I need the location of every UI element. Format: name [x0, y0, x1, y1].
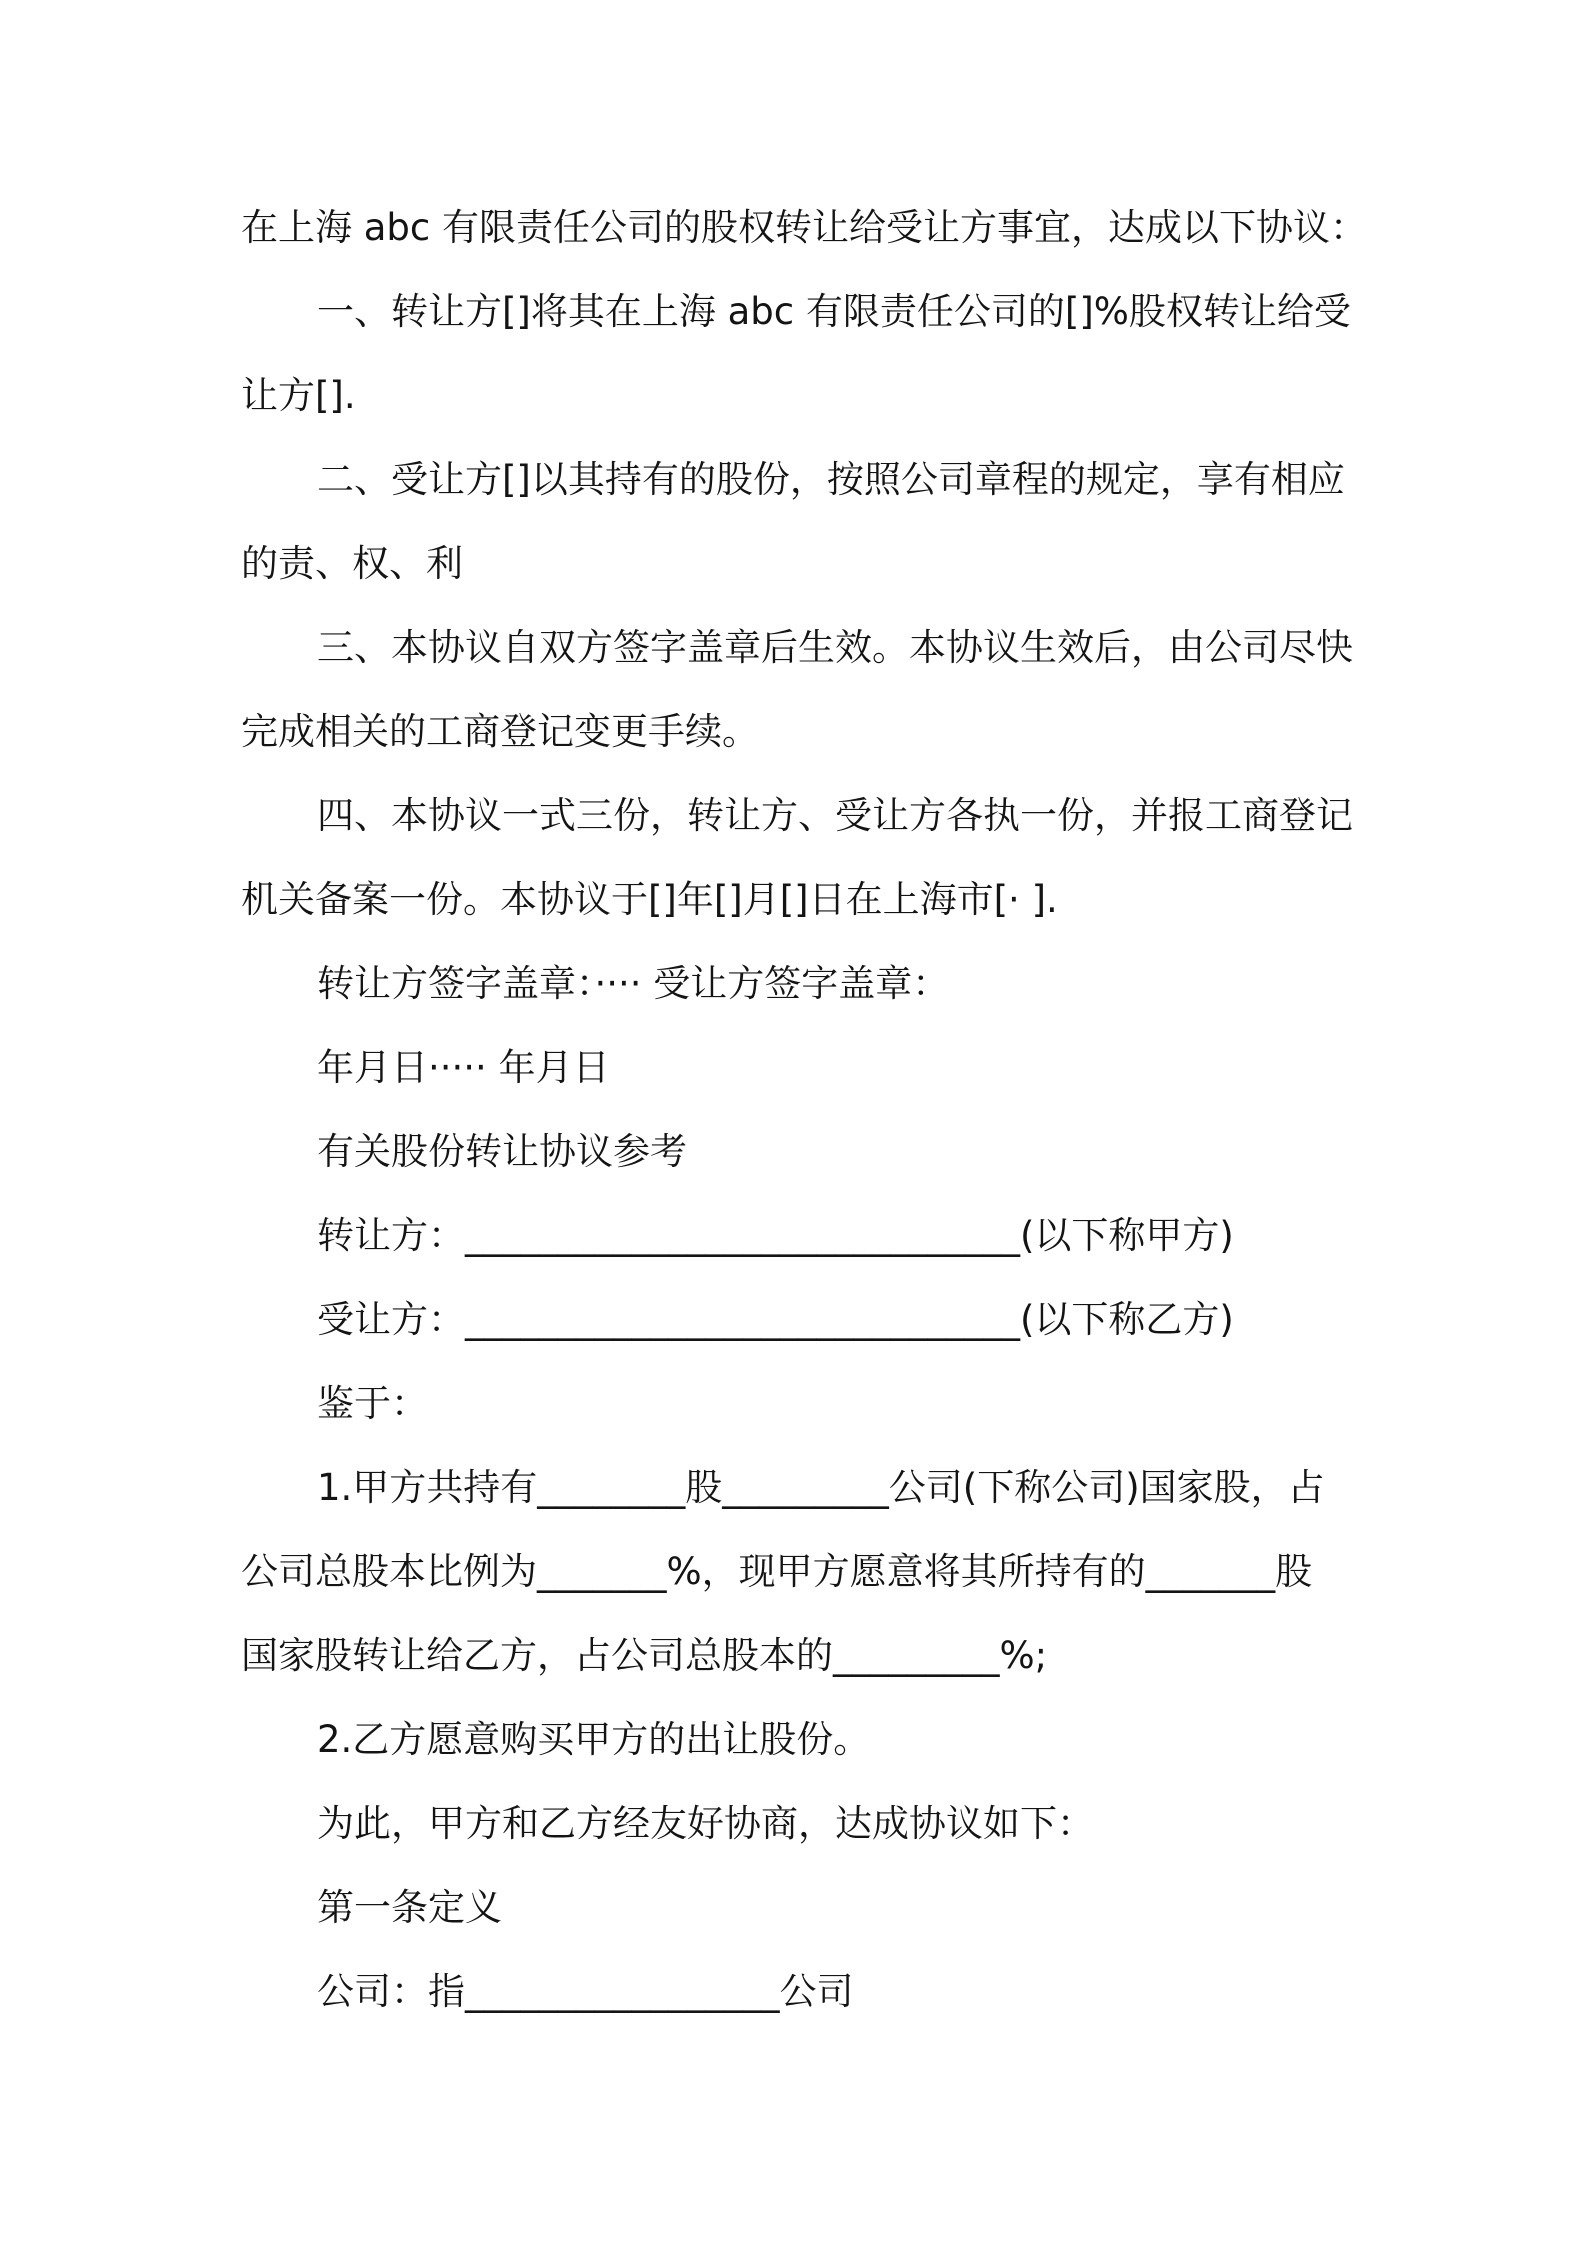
definition-company-line: 公司：指_________________公司: [317, 1970, 854, 2013]
clause-one-line-1: 一、转让方[]将其在上海 abc 有限责任公司的[]%股权转让给受: [317, 290, 1351, 333]
clause-three-line-1: 三、本协议自双方签字盖章后生效。本协议生效后，由公司尽快: [317, 626, 1353, 669]
paragraph-intro-line: 在上海 abc 有限责任公司的股权转让给受让方事宜，达成以下协议：: [241, 206, 1368, 249]
clause-one-line-2: 让方[].: [241, 374, 356, 417]
date-line: 年月日····· 年月日: [317, 1046, 610, 1089]
whereas-item-1-line-1: 1.甲方共持有________股_________公司(下称公司)国家股，占: [317, 1466, 1325, 1509]
transferee-line: 受让方：______________________________(以下称乙方): [317, 1298, 1234, 1341]
signature-line: 转让方签字盖章：···· 受让方签字盖章：: [317, 962, 950, 1005]
whereas-heading: 鉴于：: [317, 1382, 428, 1425]
transferor-line: 转让方：______________________________(以下称甲方): [317, 1214, 1234, 1257]
clause-three-line-2: 完成相关的工商登记变更手续。: [241, 710, 759, 753]
clause-four-line-1: 四、本协议一式三份，转让方、受让方各执一份，并报工商登记: [317, 794, 1353, 837]
article-one-heading: 第一条定义: [317, 1886, 502, 1929]
clause-four-line-2: 机关备案一份。本协议于[]年[]月[]日在上海市[· ].: [241, 878, 1058, 921]
whereas-item-1-line-3: 国家股转让给乙方，占公司总股本的_________%;: [241, 1634, 1048, 1677]
section-heading: 有关股份转让协议参考: [317, 1130, 687, 1173]
clause-two-line-2: 的责、权、利: [241, 542, 463, 585]
clause-two-line-1: 二、受让方[]以其持有的股份，按照公司章程的规定，享有相应: [317, 458, 1345, 501]
agreement-preamble: 为此，甲方和乙方经友好协商，达成协议如下：: [317, 1802, 1094, 1845]
whereas-item-1-line-2: 公司总股本比例为_______%，现甲方愿意将其所持有的_______股: [241, 1550, 1313, 1593]
whereas-item-2: 2.乙方愿意购买甲方的出让股份。: [317, 1718, 871, 1761]
